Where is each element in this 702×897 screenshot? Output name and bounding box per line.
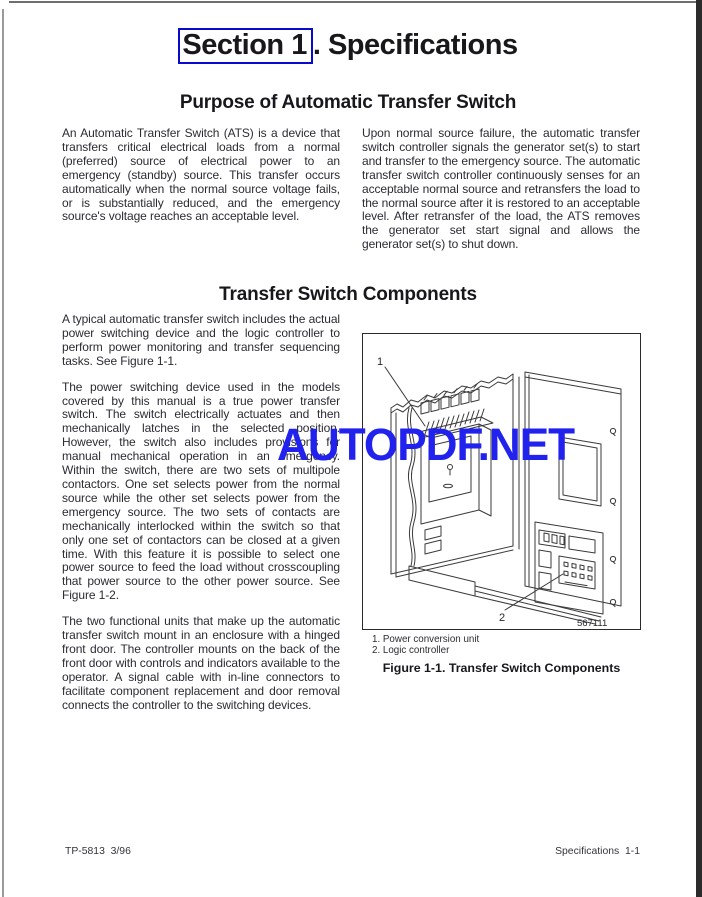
heading-purpose: Purpose of Automatic Transfer Switch — [179, 92, 517, 113]
components-column-left — [62, 313, 340, 724]
watermark: AUTOPDF.NET — [277, 419, 575, 470]
scan-edge-right — [696, 0, 702, 897]
power-conversion-unit — [419, 384, 493, 554]
paragraph-components-2: The power switching device used in the models covered by this manual is a true power transfer switch. The switch electrically actuates and then mechanically latches in the selected position. However, the switch also includes provisions for manual mechanical operation in an emergency. Within the switch, there are two sets of multipole contactors. One set selects power from the normal source while the other set selects power from the emergency source. The two sets of contacts are mechanically interlocked within the switch so that only one set of contactors can be closed at a given time. With this feature it is possible to select one power source to feed the load without crosscoupling that power source to the other power source. See Figure 1-2. — [62, 379, 340, 603]
intro-column-right — [362, 127, 640, 264]
paragraph-intro-right: Upon normal source failure, the automatic transfer switch controller signals the generator set(s) to start and transfer to the emergency source. The automatic transfer switch controller continuously senses for an acceptable normal source and retransfers the load to the normal source after it is restored to an acceptable level. After retransfer of the load, the ATS removes the generator set start signal and allows the generator set(s) to shut down. — [362, 126, 640, 252]
door-panel — [525, 372, 621, 607]
figure-1-1 — [362, 333, 641, 675]
paragraph-components-3: The two functional units that make up the automatic transfer switch mount in an enclosure with a hinged front door. The controller mounts on the back of the front door with controls and indicators available to the operator. A signal cable with in-line connectors to facilitate component replacement and door removal connects the controller to the switching devices. — [62, 614, 340, 712]
figure-callout-2-marker: 2 — [499, 612, 506, 624]
figure-drawing-number: 567111 — [577, 618, 608, 629]
footer-document-number: TP-5813 3/96 — [65, 846, 131, 857]
page-title-rest: . Specifications — [312, 29, 518, 61]
figure-caption: Figure 1-1. Transfer Switch Components — [382, 660, 621, 675]
scan-edge-top — [9, 1, 696, 3]
intro-column-left — [62, 127, 340, 236]
transfer-switch-drawing — [363, 334, 640, 629]
heading-components: Transfer Switch Components — [219, 284, 477, 305]
page-title — [0, 28, 696, 64]
base-shelf — [409, 566, 475, 596]
figure-callout-item: 2. Logic controller — [372, 645, 450, 657]
figure-callout-1-marker: 1 — [377, 356, 384, 368]
section-link[interactable]: Section 1 — [178, 28, 312, 64]
figure-frame — [362, 333, 641, 630]
footer-page-number: Specifications 1-1 — [555, 846, 640, 857]
paragraph-components-1: A typical automatic transfer switch includes the actual power switching device and the logic controller to perform power monitoring and transfer sequencing tasks. See Figure 1-1. — [62, 312, 340, 368]
scan-edge-left — [2, 9, 4, 897]
figure-callout-list — [372, 634, 641, 657]
paragraph-intro-left: An Automatic Transfer Switch (ATS) is a device that transfers critical electrical loads from a normal (preferred) source of electrical power to an emergency (standby) source. This transfer occurs automatically when the normal source voltage fails, or is substantially reduced, and the emergency source's voltage reaches an acceptable level. — [62, 126, 340, 224]
figure-callout-item: 1. Power conversion unit — [372, 634, 480, 645]
